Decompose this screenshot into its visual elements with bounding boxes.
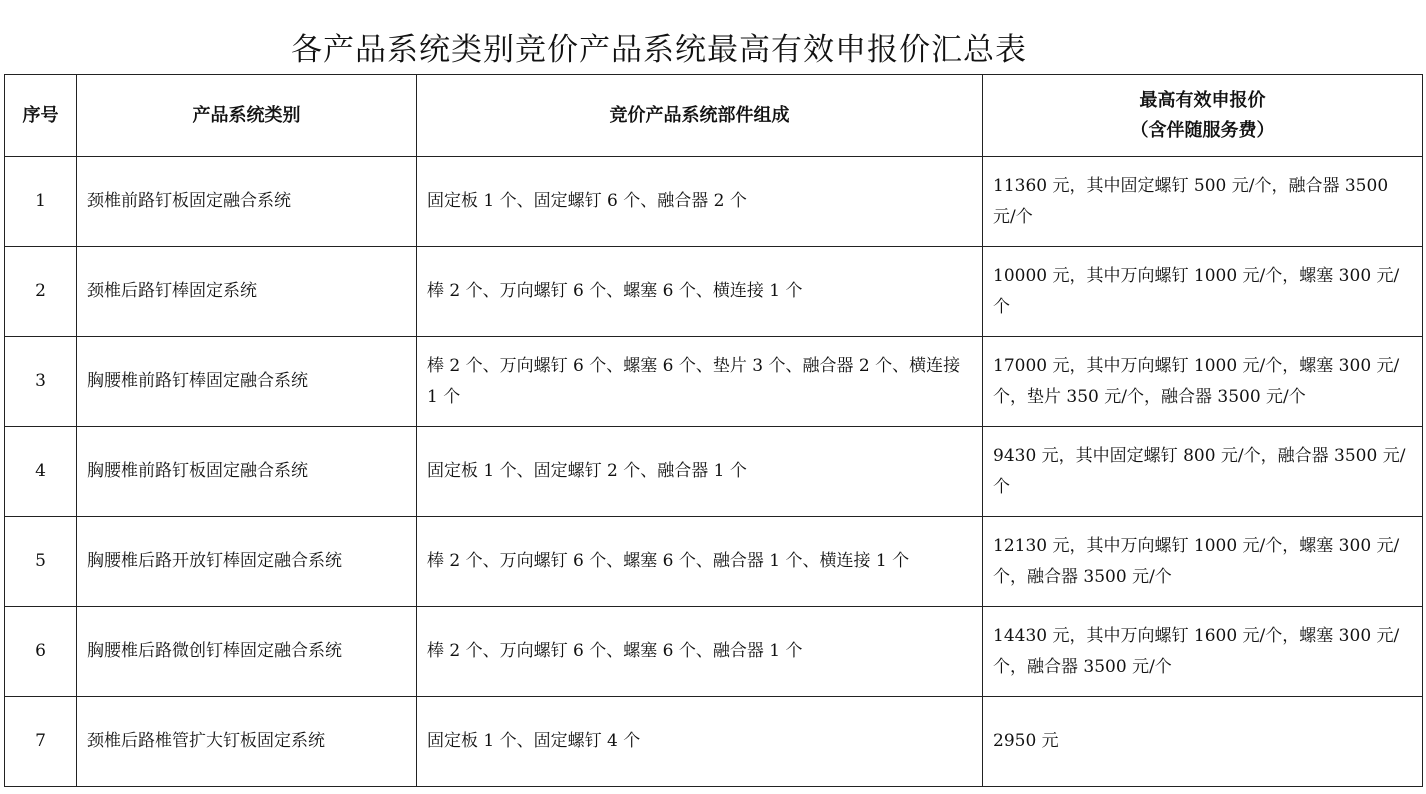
row-price: 12130 元，其中万向螺钉 1000 元/个，螺塞 300 元/个，融合器 3500 元/个 [983,517,1423,607]
row-category: 胸腰椎前路钉棒固定融合系统 [77,337,417,427]
row-category: 颈椎后路钉棒固定系统 [77,247,417,337]
row-no: 6 [5,607,77,697]
header-price-note: （含伴随服务费） [1130,119,1275,141]
row-no: 1 [5,157,77,247]
header-category: 产品系统类别 [77,75,417,157]
row-components: 固定板 1 个、固定螺钉 2 个、融合器 1 个 [417,427,983,517]
row-components: 固定板 1 个、固定螺钉 4 个 [417,697,983,787]
header-price-title: 最高有效申报价 [1139,89,1266,111]
row-no: 2 [5,247,77,337]
row-category: 颈椎后路椎管扩大钉板固定系统 [77,697,417,787]
header-components: 竞价产品系统部件组成 [417,75,983,157]
row-no: 4 [5,427,77,517]
row-components: 固定板 1 个、固定螺钉 6 个、融合器 2 个 [417,157,983,247]
row-category: 胸腰椎后路微创钉棒固定融合系统 [77,607,417,697]
row-category: 胸腰椎后路开放钉棒固定融合系统 [77,517,417,607]
table-row [5,337,1423,427]
table-row [5,697,1423,787]
table-row [5,607,1423,697]
row-category: 颈椎前路钉板固定融合系统 [77,157,417,247]
row-price: 10000 元，其中万向螺钉 1000 元/个，螺塞 300 元/个 [983,247,1423,337]
row-category: 胸腰椎前路钉板固定融合系统 [77,427,417,517]
row-components: 棒 2 个、万向螺钉 6 个、螺塞 6 个、横连接 1 个 [417,247,983,337]
row-price: 2950 元 [983,697,1423,787]
header-no: 序号 [5,75,77,157]
table-row [5,157,1423,247]
row-price: 17000 元，其中万向螺钉 1000 元/个，螺塞 300 元/个，垫片 350 元/个，融合器 3500 元/个 [983,337,1423,427]
row-price: 14430 元，其中万向螺钉 1600 元/个，螺塞 300 元/个，融合器 3500 元/个 [983,607,1423,697]
table-row [5,517,1423,607]
row-no: 5 [5,517,77,607]
document-title: 各产品系统类别竞价产品系统最高有效申报价汇总表 [291,32,1027,68]
table-header-row [5,75,1423,157]
row-components: 棒 2 个、万向螺钉 6 个、螺塞 6 个、融合器 1 个、横连接 1 个 [417,517,983,607]
table-row [5,427,1423,517]
row-price: 9430 元，其中固定螺钉 800 元/个，融合器 3500 元/个 [983,427,1423,517]
row-components: 棒 2 个、万向螺钉 6 个、螺塞 6 个、融合器 1 个 [417,607,983,697]
price-summary-table [4,74,1423,787]
row-no: 3 [5,337,77,427]
row-no: 7 [5,697,77,787]
row-components: 棒 2 个、万向螺钉 6 个、螺塞 6 个、垫片 3 个、融合器 2 个、横连接 1 个 [417,337,983,427]
row-price: 11360 元，其中固定螺钉 500 元/个，融合器 3500 元/个 [983,157,1423,247]
header-price [983,75,1423,157]
table-row [5,247,1423,337]
